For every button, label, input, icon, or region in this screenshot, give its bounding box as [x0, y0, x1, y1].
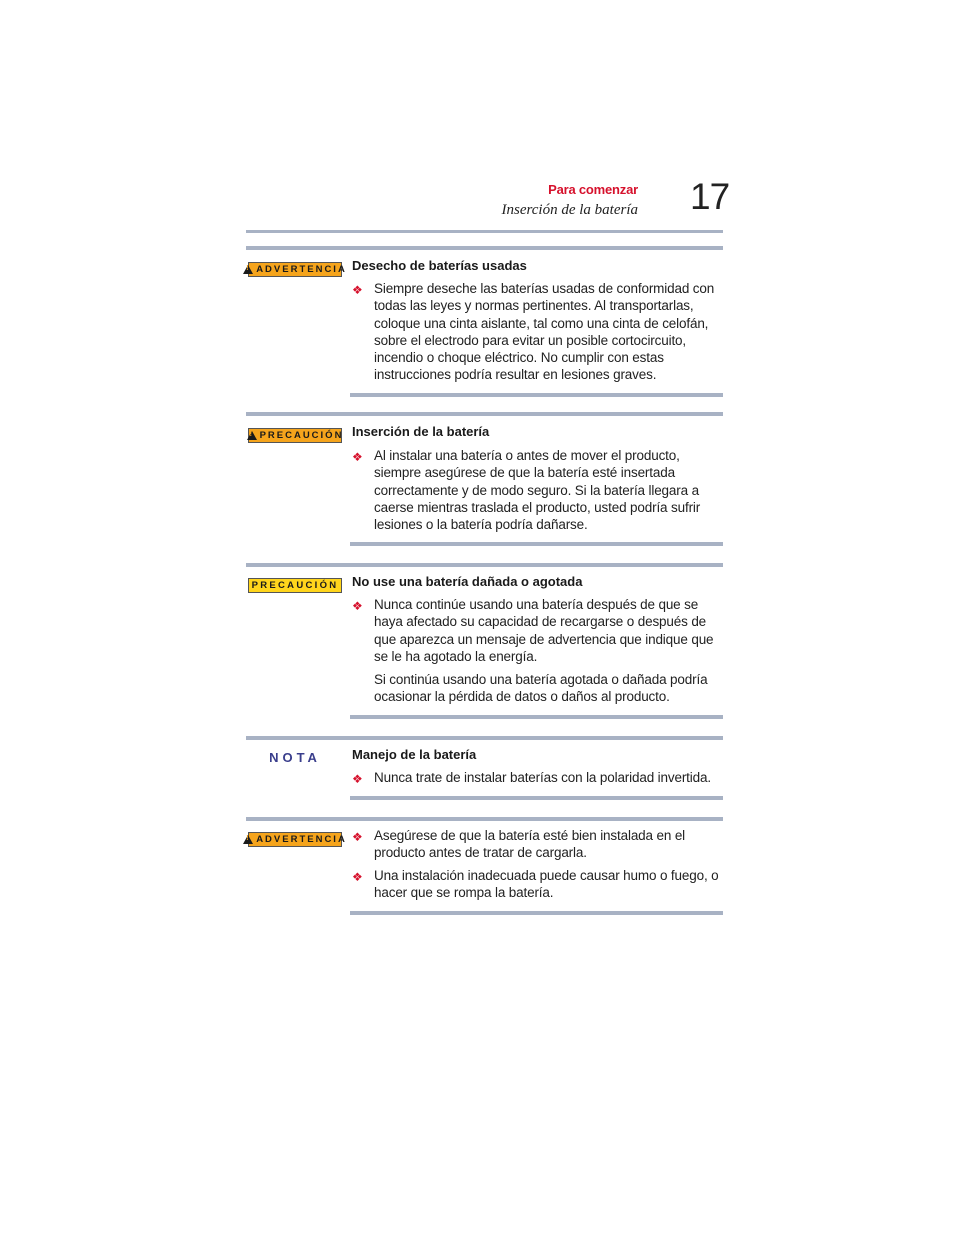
header-rule: [246, 230, 723, 233]
badge-label: PRECAUCIÓN: [251, 580, 339, 591]
warning-badge: [248, 262, 347, 277]
block-paragraph: Asegúrese de que la batería esté bien instalada en el producto antes de tratar de cargarla.: [374, 828, 686, 861]
block-top-rule: [246, 563, 723, 567]
block-top-rule: [246, 246, 723, 250]
block-paragraph-extra: Si continúa usando una batería agotada o dañada podría ocasionar la pérdida de datos o daños al producto.: [374, 672, 708, 705]
caution-badge: [248, 428, 342, 443]
block-bottom-rule: [350, 911, 723, 915]
block-bottom-rule: [350, 796, 723, 800]
block-title: No use una batería dañada o agotada: [352, 574, 583, 589]
block-paragraph: Nunca continúe usando una batería después de que se haya afectado su capacidad de recargarse o después de que aparezca un mensaje de advertencia que indique que se le ha agotado la energía.: [374, 597, 714, 664]
diamond-bullet-icon: ❖: [352, 283, 363, 297]
block-bottom-rule: [350, 715, 723, 719]
diamond-bullet-icon: ❖: [352, 870, 363, 884]
block-paragraph: Nunca trate de instalar baterías con la polaridad invertida.: [374, 770, 711, 785]
diamond-bullet-icon: ❖: [352, 772, 363, 786]
badge-label: ADVERTENCIA: [256, 264, 347, 275]
chapter-title: Para comenzar: [548, 182, 638, 197]
warning-triangle-icon: [243, 835, 253, 844]
block-top-rule: [246, 412, 723, 416]
block-top-rule: [246, 736, 723, 740]
block-bottom-rule: [350, 542, 723, 546]
block-paragraph: Una instalación inadecuada puede causar humo o fuego, o hacer que se rompa la batería.: [374, 868, 719, 901]
caution-badge: [248, 578, 342, 593]
section-title: Inserción de la batería: [501, 202, 638, 218]
block-title: Inserción de la batería: [352, 424, 490, 439]
diamond-bullet-icon: ❖: [352, 599, 363, 613]
warning-triangle-icon: [243, 265, 253, 274]
diamond-bullet-icon: ❖: [352, 450, 363, 464]
block-title: Manejo de la batería: [352, 747, 477, 762]
block-paragraph: Al instalar una batería o antes de mover el producto, siempre asegúrese de que la batería esté insertada correctamente y de modo seguro. Si la batería llegara a caerse mientras traslada el producto, usted podría sufrir lesiones o la batería podría dañarse.: [374, 448, 701, 533]
block-bottom-rule: [350, 393, 723, 397]
block-title: Desecho de baterías usadas: [352, 258, 527, 273]
block-paragraph: Siempre deseche las baterías usadas de conformidad con todas las leyes y normas pertinentes. Al transportarlas, coloque una cinta aislante, tal como una cinta de celofán, sobre el electrodo para evitar un posible cortocircuito, incendio o choque eléctrico. No cumplir con estas instrucciones podría resultar en lesiones graves.: [374, 281, 715, 383]
warning-triangle-icon: [247, 431, 257, 440]
badge-label: ADVERTENCIA: [256, 834, 347, 845]
block-top-rule: [246, 817, 723, 821]
diamond-bullet-icon: ❖: [352, 830, 363, 844]
note-label: NOTA: [269, 750, 321, 765]
warning-badge: [248, 832, 347, 847]
page-number: 17: [690, 176, 730, 217]
badge-label: PRECAUCIÓN: [259, 430, 344, 441]
